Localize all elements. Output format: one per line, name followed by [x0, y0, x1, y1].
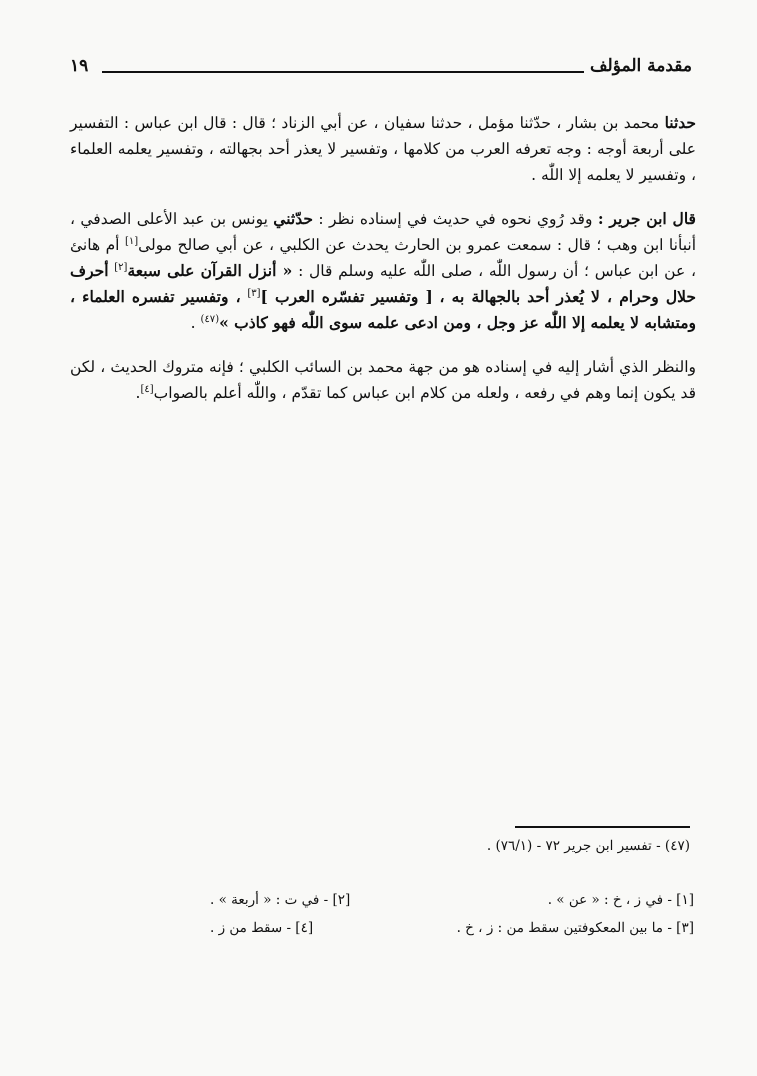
main-text — [70, 110, 696, 424]
para2-text-3: أم هانئ ، عن ابن عباس ؛ أن رسول اللّٰه ، صلى اللّٰه عليه وسلم قال : — [70, 236, 696, 280]
para1-text: محمد بن بشار ، حدّثنا مؤمل ، حدثنا سفيان ، عن أبي الزناد ؛ قال : قال ابن عباس : التفسير على أربعة أوجه : وجه تعرفه العرب من كلامها ، وتفسير لا يعذر أحد بجهالته ، وتفسير يعلمه العلماء ، وتفسير لا يعلمه إلا اللّٰه . — [70, 114, 696, 184]
footnote-rule — [515, 826, 690, 828]
note-4: [٤] - سقط من ز . — [210, 920, 314, 936]
note-2: [٢] - في ت : « أربعة » . — [210, 892, 351, 908]
para3-end: . — [135, 384, 141, 402]
hadith-text-4: ، وتفسير تفسره العلماء ، ومتشابه لا يعلمه إلا اللّٰه عز وجل ، ومن ادعى علمه سوى اللّٰه فهو كاذب » — [70, 287, 696, 332]
hadith-text-2: أحرف حلال وحرام ، لا يُعذر أحد بالجهالة به ، — [70, 261, 696, 306]
para2-text-1: وقد رُوي نحوه في حديث في إسناده نظر : — [318, 210, 593, 228]
paragraph-2 — [70, 206, 696, 336]
note-3: [٣] - ما بين المعكوفتين سقط من : ز ، خ . — [456, 920, 694, 936]
chapter-title: مقدمة المؤلف — [589, 56, 692, 76]
footnote-ref-3[interactable]: [٣] — [247, 287, 261, 299]
note-1: [١] - في ز ، خ : « عن » . — [547, 892, 694, 908]
page-number: ١٩ — [70, 56, 89, 76]
header-rule — [102, 71, 584, 73]
para2-bold-1: حدّثني — [273, 209, 313, 228]
footnote-ref-1[interactable]: [١] — [124, 235, 139, 247]
footnote-ref-4[interactable]: [٤] — [140, 383, 154, 395]
para3-text: والنظر الذي أشار إليه في إسناده هو من جهة محمد بن السائب الكلبي ؛ فإنه متروك الحديث ، لكن قد يكون إنما وهم في رفعه ، ولعله من كلام ابن عباس كما تقدّم ، واللّٰه أعلم بالصواب — [70, 358, 696, 402]
para1-lead: حدثنا — [664, 113, 696, 132]
variant-notes — [210, 886, 694, 942]
paragraph-3 — [70, 354, 696, 406]
paragraph-1 — [70, 110, 696, 188]
hadith-text-1: « أنزل القرآن على سبعة — [127, 261, 293, 280]
notes-row-2 — [210, 914, 694, 942]
para2-text-2: يونس بن عبد الأعلى الصدفي ، أنبأنا ابن وهب ؛ قال : سمعت عمرو بن الحارث يحدث عن الكلبي ، عن أبي صالح مولى — [70, 210, 696, 254]
hadith-text-3: [ وتفسير تفسّره العرب ] — [260, 287, 433, 306]
page-header — [70, 56, 692, 86]
footnote-ref-47[interactable]: (٤٧) — [200, 313, 220, 325]
para2-lead: قال ابن جرير : — [597, 209, 696, 228]
para2-end: . — [190, 314, 196, 332]
footnote-47: (٤٧) - تفسير ابن جرير ٧٢ - (٧٦/١) . — [486, 838, 690, 854]
footnote-ref-2[interactable]: [٢] — [114, 261, 128, 273]
notes-row-1 — [210, 886, 694, 914]
